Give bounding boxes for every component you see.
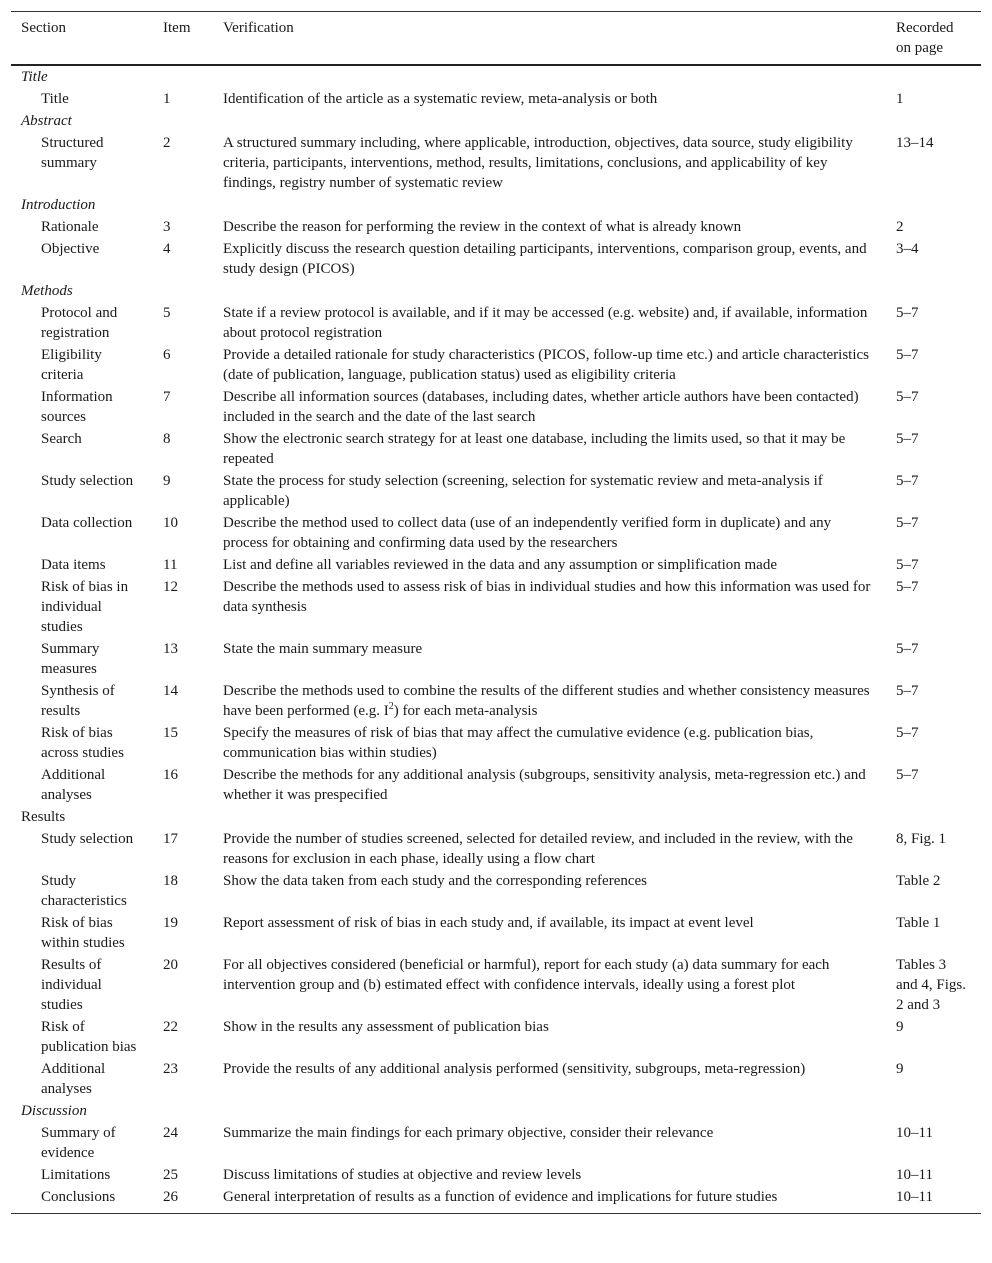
table-row [11,344,981,386]
verification-cell: State if a review protocol is available, and if it may be accessed (e.g. website) and, if available, information about protocol registration [223,305,868,341]
table-row [11,1122,981,1164]
table-row [11,512,981,554]
verification-cell: General interpretation of results as a function of evidence and implications for future studies [223,1189,778,1205]
section-heading-row [11,110,981,132]
item-section-cell: Summary of evidence [41,1125,116,1161]
table-row [11,554,981,576]
verification-cell: Identification of the article as a systematic review, meta-analysis or both [223,91,658,107]
item-section-cell: Data items [41,557,106,573]
item-section-cell: Risk of bias across studies [41,725,124,761]
item-number-cell: 24 [163,1125,178,1141]
item-number-cell: 7 [163,389,171,405]
table-row [11,386,981,428]
item-section-cell: Structured summary [41,135,104,171]
recorded-page-cell: 13–14 [896,135,934,151]
recorded-page-cell: 5–7 [896,305,919,321]
table-body [11,65,981,1214]
item-number-cell: 26 [163,1189,178,1205]
verification-cell: List and define all variables reviewed in the data and any assumption or simplification made [223,557,777,573]
item-section-cell: Risk of publication bias [41,1019,137,1055]
table-row [11,954,981,1016]
item-number-cell: 23 [163,1061,178,1077]
section-heading-row [11,280,981,302]
table-row [11,828,981,870]
superscript: 2 [388,701,394,712]
item-section-cell: Risk of bias in individual studies [41,579,129,635]
table-row [11,870,981,912]
verification-text: Describe the methods used to combine the results of the different studies and whether consistency measures have been performed (e.g. I [223,683,870,719]
table-row [11,1058,981,1100]
verification-cell: Provide the number of studies screened, selected for detailed review, and included in the review, with the reasons for exclusion in each phase, ideally using a flow chart [223,831,853,867]
table-row [11,912,981,954]
verification-cell: Explicitly discuss the research question detailing participants, interventions, comparison group, events, and study design (PICOS) [223,241,867,277]
verification-cell: Describe the methods for any additional analysis (subgroups, sensitivity analysis, meta-regression etc.) and whether it was prespecified [223,767,866,803]
verification-cell: State the process for study selection (screening, selection for systematic review and meta-analysis if applicable) [223,473,823,509]
item-number-cell: 13 [163,641,178,657]
recorded-page-cell: Table 1 [896,915,941,931]
verification-cell: Report assessment of risk of bias in each study and, if available, its impact at event level [223,915,754,931]
item-section-cell: Limitations [41,1167,111,1183]
item-number-cell: 11 [163,557,178,573]
table-row [11,576,981,638]
item-number-cell: 22 [163,1019,178,1035]
recorded-page-cell: Table 2 [896,873,941,889]
table-row [11,428,981,470]
item-section-cell: Additional analyses [41,767,106,803]
item-number-cell: 6 [163,347,171,363]
item-number-cell: 14 [163,683,178,699]
item-number-cell: 5 [163,305,171,321]
item-number-cell: 2 [163,135,171,151]
verification-cell: Discuss limitations of studies at objective and review levels [223,1167,582,1183]
verification-text-tail: ) for each meta-analysis [393,703,538,719]
recorded-page-cell: 9 [896,1061,904,1077]
table-row [11,1164,981,1186]
section-heading: Discussion [21,1103,87,1119]
section-heading: Abstract [21,113,72,129]
recorded-page-cell: 9 [896,1019,904,1035]
verification-cell: Provide the results of any additional analysis performed (sensitivity, subgroups, meta-regression) [223,1061,806,1077]
recorded-page-cell: 1 [896,91,904,107]
table-row [11,680,981,722]
verification-cell: Show the data taken from each study and the corresponding references [223,873,648,889]
table-row [11,1016,981,1058]
item-number-cell: 9 [163,473,171,489]
item-section-cell: Risk of bias within studies [41,915,125,951]
section-heading: Methods [21,283,73,299]
recorded-page-cell: 8, Fig. 1 [896,831,947,847]
item-number-cell: 17 [163,831,178,847]
verification-cell [213,680,886,722]
header-recorded-on-page: Recorded on page [886,12,981,66]
header-section: Section [11,12,153,66]
recorded-page-cell: 5–7 [896,557,919,573]
table-row [11,722,981,764]
item-section-cell: Information sources [41,389,113,425]
recorded-page-cell: 5–7 [896,347,919,363]
verification-cell: Provide a detailed rationale for study characteristics (PICOS, follow-up time etc.) and article characteristics (date of publication, language, publication status) used as eligibility criteria [223,347,870,383]
item-section-cell: Study selection [41,473,134,489]
section-heading: Introduction [21,197,96,213]
verification-cell: A structured summary including, where applicable, introduction, objectives, data source, study eligibility criteria, participants, interventions, method, results, limitations, conclusions, and applicability of key findings, registry number of systematic review [223,135,853,191]
item-number-cell: 19 [163,915,178,931]
verification-cell: Describe the reason for performing the review in the context of what is already known [223,219,742,235]
item-number-cell: 18 [163,873,178,889]
item-number-cell: 10 [163,515,178,531]
item-section-cell: Additional analyses [41,1061,106,1097]
item-number-cell: 1 [163,91,171,107]
section-heading: Results [21,809,66,825]
recorded-page-cell: 2 [896,219,904,235]
section-heading: Title [21,69,48,85]
verification-cell: Summarize the main findings for each primary objective, consider their relevance [223,1125,714,1141]
item-section-cell: Data collection [41,515,133,531]
verification-cell: Specify the measures of risk of bias that may affect the cumulative evidence (e.g. publication bias, communication bias within studies) [223,725,814,761]
item-section-cell: Results of individual studies [41,957,102,1013]
item-section-cell: Rationale [41,219,99,235]
section-heading-row [11,1100,981,1122]
recorded-page-cell: 5–7 [896,683,919,699]
item-section-cell: Title [41,91,69,107]
item-section-cell: Conclusions [41,1189,116,1205]
section-heading-row [11,806,981,828]
header-row [11,12,981,66]
prisma-checklist-table [11,11,981,1214]
recorded-page-cell: 5–7 [896,389,919,405]
verification-cell: Describe the method used to collect data (use of an independently verified form in duplicate) and any process for obtaining and confirming data used by the researchers [223,515,832,551]
item-number-cell: 12 [163,579,178,595]
item-section-cell: Protocol and registration [41,305,118,341]
item-section-cell: Objective [41,241,100,257]
item-number-cell: 3 [163,219,171,235]
item-section-cell: Study selection [41,831,134,847]
section-heading-row [11,194,981,216]
item-number-cell: 8 [163,431,171,447]
verification-cell: State the main summary measure [223,641,423,657]
item-section-cell: Synthesis of results [41,683,115,719]
recorded-page-cell: 10–11 [896,1167,933,1183]
item-number-cell: 25 [163,1167,178,1183]
verification-cell: Show the electronic search strategy for at least one database, including the limits used, so that it may be repeated [223,431,846,467]
item-number-cell: 20 [163,957,178,973]
table-row [11,132,981,194]
table-row [11,238,981,280]
verification-cell: For all objectives considered (beneficial or harmful), report for each study (a) data summary for each intervention group and (b) estimated effect with confidence intervals, ideally using a forest plot [223,957,830,993]
table-row [11,88,981,110]
table-row [11,302,981,344]
recorded-page-cell: 5–7 [896,579,919,595]
item-number-cell: 4 [163,241,171,257]
item-number-cell: 15 [163,725,178,741]
table-header [11,12,981,66]
recorded-page-cell: 5–7 [896,767,919,783]
recorded-page-cell: Tables 3 and 4, Figs. 2 and 3 [896,957,967,1013]
recorded-page-cell: 5–7 [896,515,919,531]
table-row [11,1186,981,1214]
recorded-page-cell: 5–7 [896,725,919,741]
item-section-cell: Study characteristics [41,873,127,909]
item-section-cell: Summary measures [41,641,100,677]
verification-cell: Describe the methods used to assess risk of bias in individual studies and how this information was used for data synthesis [223,579,871,615]
verification-cell: Describe all information sources (databases, including dates, whether article authors have been contacted) included in the search and the date of the last search [223,389,859,425]
recorded-page-cell: 5–7 [896,431,919,447]
table-row [11,470,981,512]
recorded-page-cell: 5–7 [896,641,919,657]
table-row [11,216,981,238]
item-section-cell: Search [41,431,82,447]
item-section-cell: Eligibility criteria [41,347,102,383]
recorded-page-cell: 10–11 [896,1125,933,1141]
table-row [11,764,981,806]
header-verification: Verification [213,12,886,66]
item-number-cell: 16 [163,767,178,783]
table-row [11,638,981,680]
header-item: Item [153,12,213,66]
recorded-page-cell: 5–7 [896,473,919,489]
recorded-page-cell: 10–11 [896,1189,933,1205]
recorded-page-cell: 3–4 [896,241,919,257]
section-heading-row [11,65,981,88]
verification-cell: Show in the results any assessment of publication bias [223,1019,549,1035]
